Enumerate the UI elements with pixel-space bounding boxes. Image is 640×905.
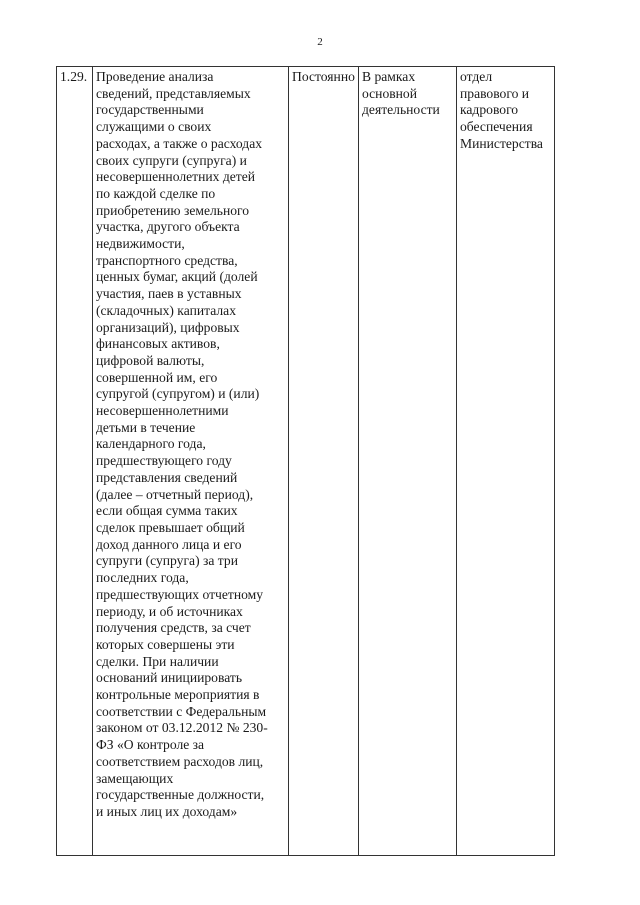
measure-description-cell: Проведение анализа сведений, представляемых государственными служащими о своих расходах, а также о расходах своих супруги (супруга) и несовершеннолетних детей по каждой сделке по приобретению земельного участка, другого объекта недвижимости, транспортного средства, ценных бумаг, акций (долей участия, паев в уставных (складочных) капиталах организаций), цифровых финансовых активов, цифровой валюты, совершенной им, его супругой (супругом) и (или) несовершеннолетними детьми в течение календарного года, предшествующего году представления сведений (далее – отчетный период), если общая сумма таких сделок превышает общий доход данного лица и его супруги (супруга) за три последних года, предшествующих отчетному периоду, и об источниках получения средств, за счет которых совершены эти сделки. При наличии оснований инициировать контрольные мероприятия в соответствии с Федеральным законом от 03.12.2012 № 230- ФЗ «О контроле за соответствием расходов лиц, замещающих государственные должности, и иных лиц их доходам» xyxy=(93,67,289,856)
item-number-cell: 1.29. xyxy=(57,67,93,856)
table-row xyxy=(57,67,555,856)
page-number: 2 xyxy=(317,36,323,48)
responsible-unit-cell: отдел правового и кадрового обеспечения Министерства xyxy=(457,67,555,856)
funding-framework-cell: В рамках основной деятельности xyxy=(359,67,457,856)
term-cell: Постоянно xyxy=(289,67,359,856)
measures-table xyxy=(56,66,555,856)
